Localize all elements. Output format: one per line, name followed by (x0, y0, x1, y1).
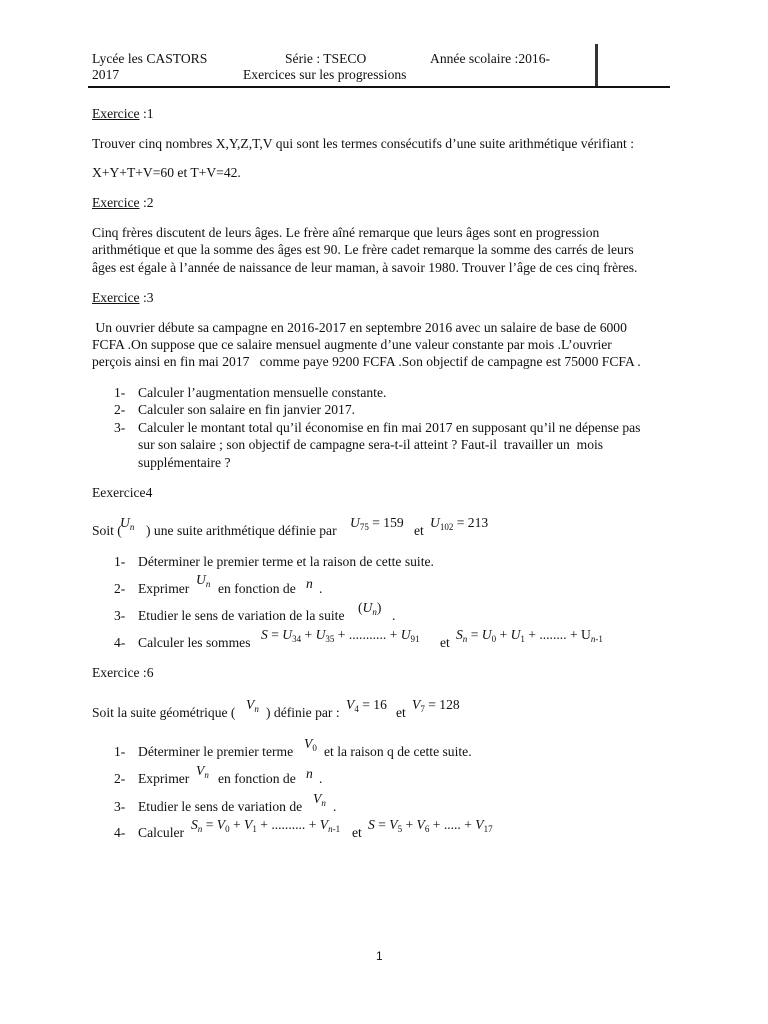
ex4-sum-s: $S = U_{34} + U_{35}$ + ........... + $U_{91}$ (261, 627, 420, 644)
ex6-sum-sn: $S_n = V_0 + V_1$ + .......... + $V_{n-1}$ (191, 817, 341, 834)
ex3-item-3-line-2: sur son salaire ; son objectif de campagne sera-t-il atteint ? Faut-il travailler un mois (138, 437, 604, 452)
ex2-title: Exercice (92, 195, 140, 210)
ex3-item-3-line-1: Calculer le montant total qu’il économise en fin mai 2017 en supposant qu’il ne dépense pas (138, 420, 641, 435)
ex4-et: et (414, 523, 424, 538)
ex3-item-3-line-3: supplémentaire ? (138, 455, 231, 470)
ex6-heading: Exercice :6 (92, 665, 154, 680)
ex4-sum-sn: $S_n = U_0 + U_1$ + ........ + $U_{n-1}$ (456, 627, 603, 644)
ex4-item-1: Déterminer le premier terme et la raison de cette suite. (138, 554, 434, 569)
ex4-item-4-a: Calculer les sommes (138, 635, 251, 650)
ex6-v4-value: 16 (373, 697, 387, 712)
ex4-item-2-b: en fonction de (218, 581, 296, 596)
ex6-item-3-vn: $V_n$ (313, 791, 326, 808)
ex4-intro-un: $U_n$ (120, 515, 135, 532)
ex4-u75-value: 159 (383, 515, 404, 530)
ex4-item-4-et: et (440, 635, 450, 650)
ex4-heading: Eexercice4 (92, 485, 153, 500)
ex4-u102-value: 213 (467, 515, 489, 530)
header-rule (88, 86, 670, 88)
ex6-item-2-c: . (319, 771, 323, 786)
ex4-item-2-n: n (306, 576, 313, 591)
ex4-u102: $U_{102} = 213$ (430, 515, 489, 532)
ex3-num: :3 (139, 290, 154, 305)
ex6-item-4-et: et (352, 825, 362, 840)
ex2-line-3: âges est égale à l’année de naissance de leur maman, à savoir 1980. Trouver l’âge de ces cinq frères. (92, 260, 638, 275)
header-school: Lycée les CASTORS (92, 51, 208, 66)
header-vertical-rule (595, 44, 598, 87)
ex6-v4: $V_4 = 16$ (346, 697, 387, 714)
header-subtitle: Exercices sur les progressions (243, 67, 407, 82)
ex3-line-1: Un ouvrier débute sa campagne en 2016-2017 en septembre 2016 avec un salaire de base de 6000 (92, 320, 627, 335)
ex1-title: Exercice (92, 106, 140, 121)
ex6-item-3-num: 3- (114, 799, 126, 814)
ex6-v7: $V_7 = 128$ (412, 697, 460, 714)
ex6-item-1-num: 1- (114, 744, 126, 759)
ex6-item-4-num: 4- (114, 825, 126, 840)
ex2-heading (92, 194, 154, 211)
page-number: 1 (376, 949, 383, 963)
ex6-item-1-a: Déterminer le premier terme (138, 744, 294, 759)
ex3-item-2: Calculer son salaire en fin janvier 2017. (138, 402, 356, 417)
ex4-u75: $U_{75} = 159$ (350, 515, 404, 532)
ex1-num: :1 (139, 106, 154, 121)
ex3-line-2: FCFA .On suppose que ce salaire mensuel augmente d’une valeur constante par mois .L’ouvrier (92, 337, 612, 352)
ex6-item-1-v0: $V_0$ (304, 736, 317, 753)
ex4-intro (92, 522, 122, 539)
ex6-item-2-b: en fonction de (218, 771, 296, 786)
ex4-item-2-num: 2- (114, 581, 126, 596)
ex6-item-3-a: Etudier le sens de variation de (138, 799, 303, 814)
ex6-v7-value: 128 (439, 697, 460, 712)
ex4-intro-a: Soit ( (92, 523, 122, 538)
ex1-equation: X+Y+T+V=60 et T+V=42. (92, 165, 241, 180)
ex6-item-2-vn: $V_n$ (196, 763, 209, 780)
header-year-end: 2017 (92, 67, 120, 82)
ex4-item-3-c: . (392, 608, 396, 623)
ex3-heading (92, 289, 154, 306)
ex4-item-3-a: Etudier le sens de variation de la suite (138, 608, 345, 623)
ex4-item-2-a: Exprimer (138, 581, 190, 596)
ex2-num: :2 (139, 195, 154, 210)
ex4-item-2-un: $U_n$ (196, 572, 211, 589)
ex6-item-2-a: Exprimer (138, 771, 190, 786)
ex6-item-1-b: et la raison q de cette suite. (324, 744, 472, 759)
ex6-item-2-num: 2- (114, 771, 126, 786)
ex6-intro-b: ) définie par : (266, 705, 340, 720)
header-year: Année scolaire :2016- (430, 51, 551, 66)
ex6-et: et (396, 705, 406, 720)
header-series: Série : TSECO (285, 51, 367, 66)
ex1-text: Trouver cinq nombres X,Y,Z,T,V qui sont les termes consécutifs d’une suite arithmétique vérifiant : (92, 136, 635, 151)
ex3-item-2-num: 2- (114, 402, 126, 417)
ex6-item-2-n: n (306, 766, 313, 781)
ex3-item-1-num: 1- (114, 385, 126, 400)
ex1-heading (92, 105, 154, 122)
ex4-intro-b: ) une suite arithmétique définie par (146, 523, 337, 538)
ex4-item-1-num: 1- (114, 554, 126, 569)
ex6-intro-vn: $V_n$ (246, 697, 259, 714)
ex6-item-4-a: Calculer (138, 825, 185, 840)
ex6-item-3-c: . (333, 799, 337, 814)
ex2-line-2: arithmétique et que la somme des âges est 90. Le frère cadet remarque la somme des carrés de leurs (92, 242, 634, 257)
ex4-item-3-un: $(U_n)$ (358, 600, 382, 617)
ex2-line-1: Cinq frères discutent de leurs âges. Le frère aîné remarque que leurs âges sont en progression (92, 225, 600, 240)
ex3-item-1: Calculer l’augmentation mensuelle constante. (138, 385, 387, 400)
ex3-title: Exercice (92, 290, 140, 305)
ex3-line-3: perçois ainsi en fin mai 2017 comme paye 9200 FCFA .Son objectif de campagne est 75000 FCFA . (92, 354, 641, 369)
ex4-item-3-num: 3- (114, 608, 126, 623)
ex6-sum-s: $S = V_5 + V_6$ + ..... + $V_{17}$ (368, 817, 493, 834)
ex4-item-2-c: . (319, 581, 323, 596)
ex4-item-4-num: 4- (114, 635, 126, 650)
ex3-item-3-num: 3- (114, 420, 126, 435)
ex6-intro-a: Soit la suite géométrique ( (92, 705, 236, 720)
